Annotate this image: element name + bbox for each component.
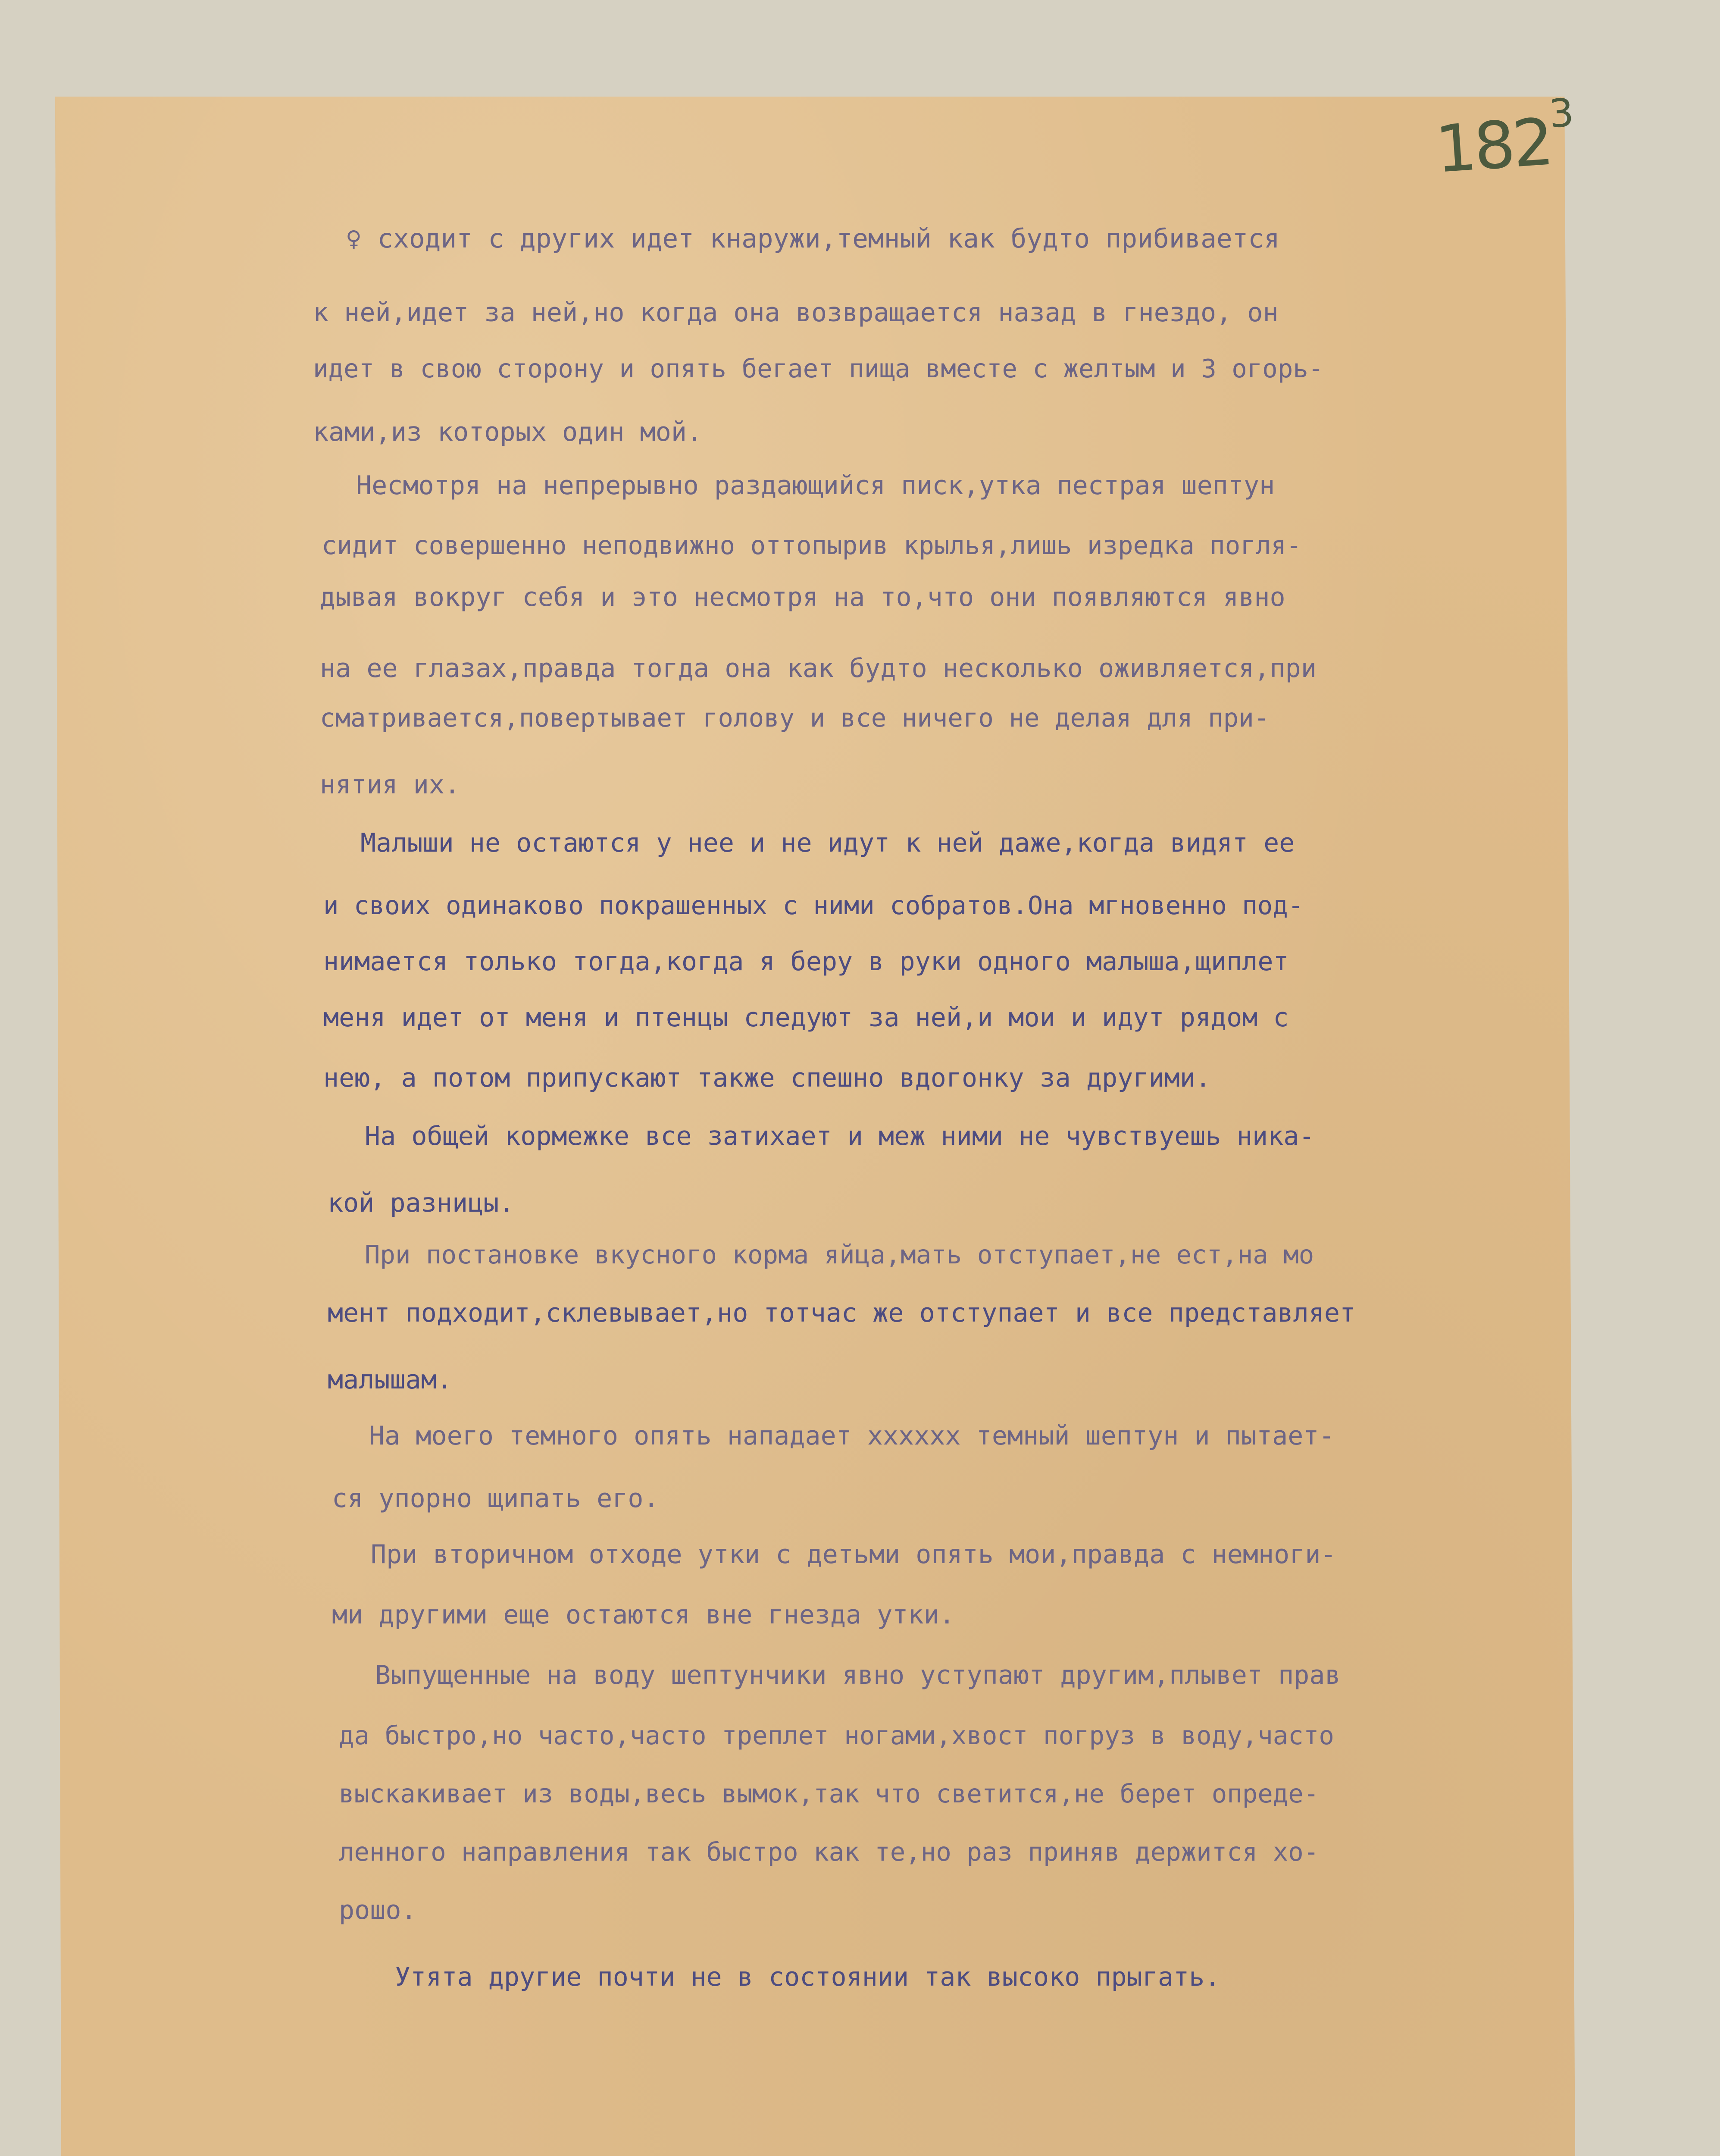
text-line: выскакивает из воды,весь вымок,так что светится,не берет опреде-	[339, 1779, 1319, 1808]
text-line: При постановке вкусного корма яйца,мать отступает,не ест,на мо	[365, 1240, 1314, 1269]
text-line: к ней,идет за ней,но когда она возвращается назад в гнездо, он	[313, 298, 1279, 328]
text-line: ленного направления так быстро как те,но раз приняв держится хо-	[339, 1837, 1319, 1867]
text-line: кой разницы.	[328, 1188, 515, 1218]
text-line: мент подходит,склевывает,но тотчас же отступает и все представляет	[328, 1298, 1356, 1328]
text-line: на ее глазах,правда тогда она как будто несколько оживляется,при	[320, 653, 1317, 683]
text-line: На общей кормежке все затихает и меж ними не чувствуешь ника-	[365, 1121, 1315, 1151]
text-line: да быстро,но часто,часто треплет ногами,хвост погруз в воду,часто	[339, 1720, 1334, 1750]
text-line: На моего темного опять нападает хххххх темный шептун и пытает-	[369, 1421, 1335, 1451]
folio-main: 182	[1433, 104, 1554, 188]
text-line: дывая вокруг себя и это несмотря на то,что они появляются явно	[320, 582, 1285, 612]
text-line: сматривается,повертывает голову и все ничего не делая для при-	[320, 703, 1270, 733]
text-line: ками,из которых один мой.	[313, 417, 703, 447]
text-line: нятия их.	[320, 770, 460, 800]
text-line: ♀ сходит с других идет кнаружи,темный как будто прибивается	[346, 223, 1280, 254]
text-line: нимается только тогда,когда я беру в руки одного малыша,щиплет	[323, 946, 1289, 977]
text-line: сидит совершенно неподвижно оттопырив крылья,лишь изредка погля-	[322, 530, 1302, 560]
text-line: Несмотря на непрерывно раздающийся писк,утка пестрая шептун	[356, 470, 1275, 501]
text-line: ся упорно щипать его.	[332, 1483, 659, 1514]
text-line: и своих одинаково покрашенных с ними собратов.Она мгновенно под-	[323, 890, 1304, 920]
folio-superscript: 3	[1547, 90, 1573, 137]
text-line: нею, а потом припускают также спешно вдогонку за другими.	[323, 1063, 1211, 1093]
text-line: идет в свою сторону и опять бегает пища вместе с желтым и 3 огорь-	[313, 354, 1324, 383]
text-line: малышам.	[328, 1365, 452, 1395]
text-line: рошо.	[339, 1895, 417, 1925]
text-line: Выпущенные на воду шептунчики явно уступают другим,плывет прав	[375, 1660, 1341, 1690]
text-line: Малыши не остаются у нее и не идут к ней даже,когда видят ее	[360, 828, 1295, 858]
text-line: меня идет от меня и птенцы следуют за ней,и мои и идут рядом с	[323, 1003, 1289, 1033]
text-line: ми другими еще остаются вне гнезда утки.	[332, 1600, 955, 1630]
text-line: Утята другие почти не в состоянии так высоко прыгать.	[395, 1962, 1220, 1992]
text-line: При вторичном отходе утки с детьми опять мои,правда с немноги-	[371, 1539, 1336, 1570]
